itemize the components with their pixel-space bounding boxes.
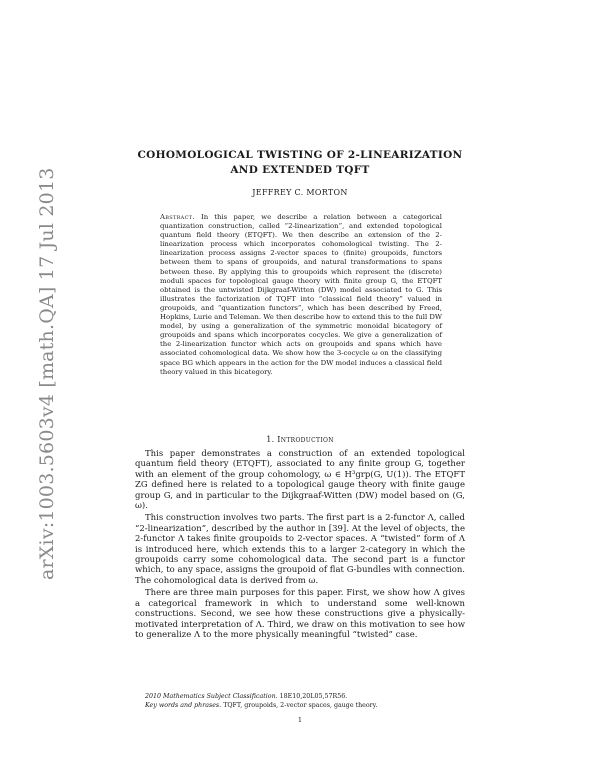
msc-footnote [135, 692, 465, 701]
msc-label: 2010 Mathematics Subject Classification. [145, 693, 278, 700]
abstract-label: Abstract. [160, 213, 195, 221]
paper-title: COHOMOLOGICAL TWISTING OF 2-LINEARIZATION AND EXTENDED TQFT [137, 149, 463, 176]
keywords-value: TQFT, groupoids, 2-vector spaces, gauge theory. [223, 702, 378, 709]
keywords-footnote [135, 701, 465, 710]
paragraph: There are three main purposes for this paper. First, we show how Λ gives a categorical framework in which to understand some well-known constructions. Second, we see how these constructions give a physically-motivated interpretation of Λ. Third, we draw on this motivation to see how to generalize Λ to the more physically meaningful “twisted” case. [135, 588, 465, 640]
msc-value: 18E10,20L05,57R56. [279, 693, 348, 700]
arxiv-stamp [6, 167, 58, 580]
section-heading: 1. Introduction [266, 435, 334, 444]
paragraph: This construction involves two parts. The first part is a 2-functor Λ, called “2-linearization”, described by the author in [39]. At the level of objects, the 2-functor Λ takes finite groupoids to 2-vector spaces. A “twisted” form of Λ is introduced here, which extends this to a larger 2-category in which the groupoids carry some cohomological data. The second part is a functor which, to any space, assigns the groupoid of flat G-bundles with connection. The cohomological data is derived from ω. [135, 513, 465, 586]
footnotes [135, 692, 465, 710]
body-text [135, 449, 465, 642]
paragraph: This paper demonstrates a construction of an extended topological quantum field theory (ETQFT), associated to any finite group G, together with an element of the group cohomology, ω ∈ H³grp(G, U(1)). The ETQFT ZG defined here is related to a topological gauge theory with finite gauge group G, and in particular to the Dijkgraaf-Witten (DW) model based on (G, ω). [135, 449, 465, 512]
abstract-text: In this paper, we describe a relation between a categorical quantization construction, called “2-linearization”, and extended topological quantum field theory (ETQFT). We then describe an extension of the 2-linearization process which incorporates cohomological twisting. The 2-linearization process assigns 2-vector spaces to (finite) groupoids, functors between them to spans of groupoids, and natural transformations to spans between these. By applying this to groupoids which represent the (discrete) moduli spaces for topological gauge theory with finite group G, the ETQFT obtained is the untwisted Dijkgraaf-Witten (DW) model associated to G. This illustrates the factorization of TQFT into “classical field theory” valued in groupoids, and “quantization functors”, which has been described by Freed, Hopkins, Lurie and Teleman. We then describe how to extend this to the full DW model, by using a generalization of the symmetric monoidal bicategory of groupoids and spans which incorporates cocycles. We give a generalization of the 2-linearization functor which acts on groupoids and spans which have associated cohomological data. We show how the 3-cocycle ω on the classifying space BG which appears in the action for the DW model induces a classical field theory valued in this bicategory. [160, 213, 442, 376]
arxiv-stamp-text: arXiv:1003.5603v4 [math.QA] 17 Jul 2013 [36, 167, 58, 580]
author-name: JEFFREY C. MORTON [252, 188, 348, 197]
abstract [160, 213, 442, 377]
page-number: 1 [297, 716, 303, 724]
keywords-label: Key words and phrases. [145, 702, 222, 709]
